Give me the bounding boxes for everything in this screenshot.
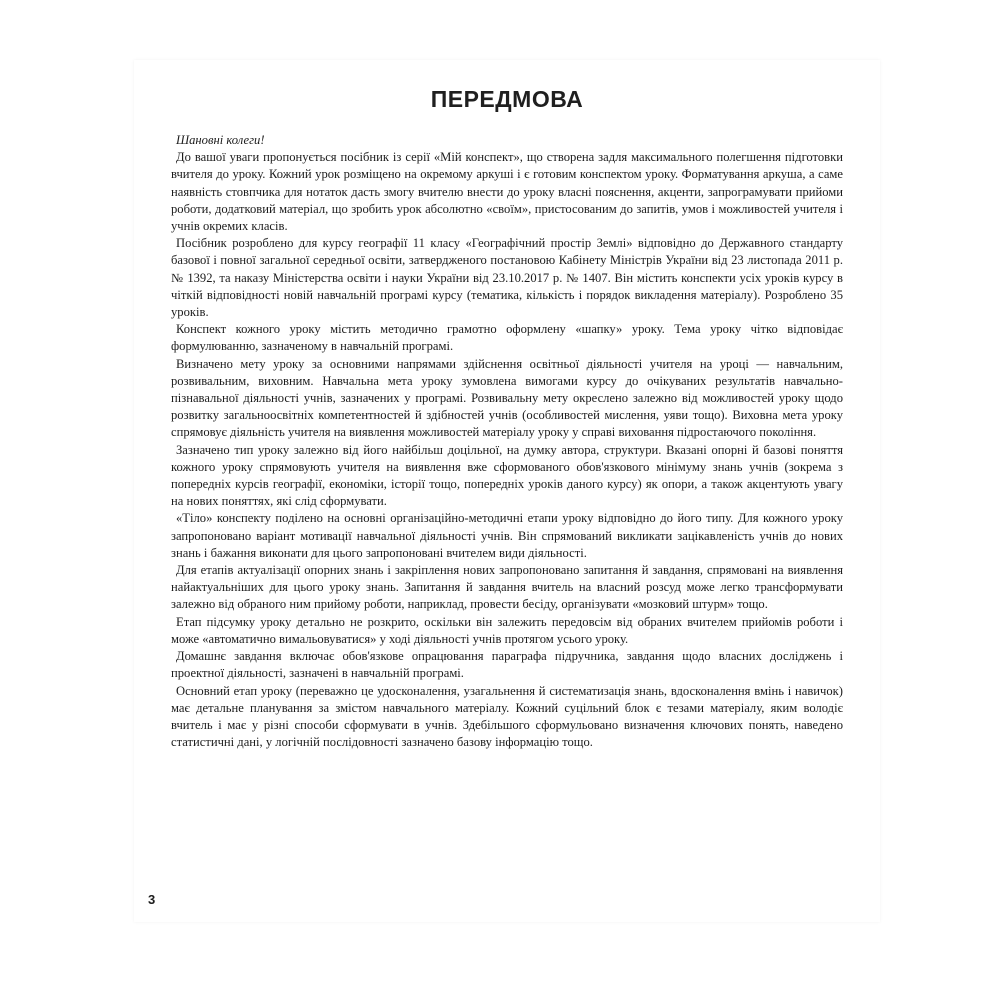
paragraph: Посібник розроблено для курсу географії 11 класу «Географічний простір Землі» відповідно до Державного стандарту базової і повної загальної середньої освіти, затвердженого постановою Кабінету Міністрів України від 23 листопада 2011 р. № 1392, та наказу Міністерства освіти і науки України від 23.10.2017 р. № 1407. Він містить конспекти усіх уроків курсу в чіткій відповідності новій навчальній програмі курсу (тематика, кількість і порядок викладення матеріалу). Розроблено 35 уроків.	[171, 236, 843, 320]
page-title: ПЕРЕДМОВА	[430, 86, 584, 112]
paragraph: До вашої уваги пропонується посібник із серії «Мій конспект», що створена задля максимального полегшення підготовки вчителя до уроку. Кожний урок розміщено на окремому аркуші і є готовим конспектом уроку. Форматування аркуша, а саме наявність стовпчика для нотаток дасть змогу вчителю внести до уроку власні пояснення, акценти, запрограмувати прийоми роботи, додатковий матеріал, що зробить урок абсолютно «своїм», пристосованим до запитів, умов і можливостей учителя і учнів окремих класів.	[171, 150, 843, 234]
paragraph: Конспект кожного уроку містить методично грамотно оформлену «шапку» уроку. Тема уроку чітко відповідає формулюванню, зазначеному в навчальній програмі.	[171, 322, 843, 354]
page-number: 3	[148, 892, 156, 907]
document-page	[134, 60, 880, 922]
paragraph: Для етапів актуалізації опорних знань і закріплення нових запропоновано запитання й завдання, спрямовані на виявлення найактуальніших для цього уроку знань. Запитання й завдання вчитель на власний розсуд може легко трансформувати залежно від обраного ним прийому роботи, наприклад, провести бесіду, організувати «мозковий штурм» тощо.	[171, 563, 843, 612]
paragraph: Етап підсумку уроку детально не розкрито, оскільки він залежить передовсім від обраних вчителем прийомів роботи і може «автоматично вимальовуватися» у ході діяльності учнів протягом усього уроку.	[171, 614, 843, 646]
paragraph: Домашнє завдання включає обов'язкове опрацювання параграфа підручника, завдання щодо власних досліджень і проектної діяльності, зазначені в навчальній програмі.	[171, 649, 843, 681]
paragraph: «Тіло» конспекту поділено на основні організаційно-методичні етапи уроку відповідно до його типу. Для кожного уроку запропоновано варіант мотивації навчальної діяльності учнів. Він спрямований викликати зацікавленість учнів до нових знань і бажання виконати для цього запропоновані вчителем види діяльності.	[171, 511, 843, 560]
paragraph: Визначено мету уроку за основними напрямами здійснення освітньої діяльності учителя на уроці — навчальним, розвивальним, виховним. Навчальна мета уроку зумовлена вимогами курсу до очікуваних результатів навчально-пізнавальної діяльності учнів, зазначених у програмі. Розвивальну мету окреслено залежно від можливостей уроку щодо розвитку загальноосвітніх компетентностей й здібностей учнів (особливостей мислення, уяви тощо). Виховна мета уроку спрямовує діяльність учителя на виявлення можливостей матеріалу уроку у справі виховання підростаючого покоління.	[171, 356, 843, 440]
paragraph: Основний етап уроку (переважно це удосконалення, узагальнення й систематизація знань, вдосконалення вмінь і навичок) має детальне планування за змістом навчального матеріалу. Кожний суцільний блок є тезами матеріалу, яким володіє вчитель і має у різні способи сформувати в учнів. Здебільшого сформульовано визначення ключових понять, наведено статистичні дані, у логічній послідовності зазначено базову інформацію тощо.	[171, 683, 843, 750]
greeting: Шановні колеги!	[176, 133, 265, 147]
body-text	[171, 132, 843, 751]
paragraph: Зазначено тип уроку залежно від його найбільш доцільної, на думку автора, структури. Вказані опорні й базові поняття кожного уроку спрямовують учителя на виявлення вже сформованого обов'язкового мінімуму знань учнів (зокрема з попередніх курсів географії, економіки, історії тощо, попередніх уроків даного курсу) як опори, а також акцентують увагу на нових поняттях, які слід сформувати.	[171, 442, 843, 509]
